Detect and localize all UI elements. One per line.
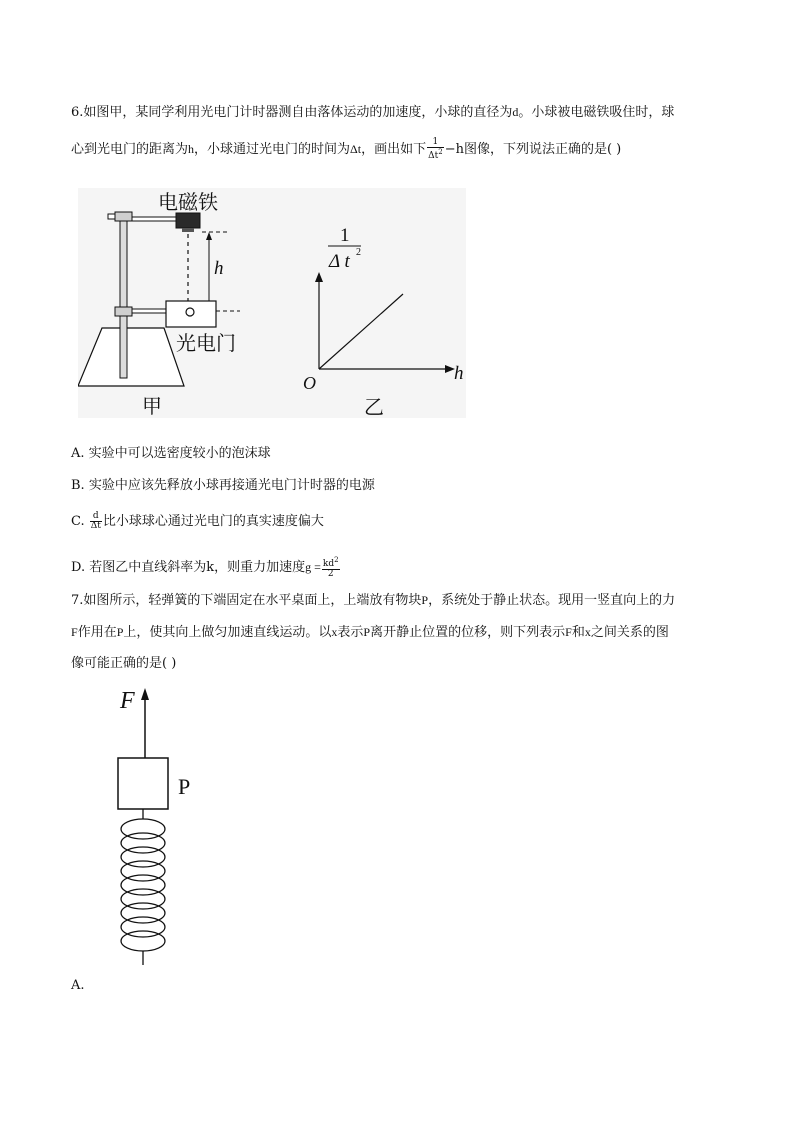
q6-stem-text-c: 心到光电门的距离为 [71, 142, 189, 157]
graph-y-label-denominator: Δ t [329, 251, 350, 272]
q6-option-c [71, 512, 324, 532]
q7-text-he: 和 [571, 625, 585, 640]
q6-stem-text-d: ，小球通过光电门的时间为 [194, 142, 351, 157]
q6-stem-text-f: −h图像，下列说法正确的是( ) [444, 142, 622, 157]
q7-text-motion: 上，使其向上做匀加速直线运动。以 [123, 625, 332, 640]
q6-fraction-denominator: Δt [428, 151, 439, 161]
top-clamp [115, 212, 132, 221]
q6-inline-fraction [427, 138, 444, 161]
q6-stem-text-e: ，画出如下 [361, 142, 427, 157]
q7-x-variable: x [331, 625, 338, 639]
q6-option-c-letter: C. [71, 514, 89, 529]
block-p [118, 758, 168, 809]
label-photogate: 光电门 [176, 333, 236, 355]
q7-p-variable-3: P [363, 625, 371, 639]
graph-x-label: h [454, 363, 464, 384]
q7-f-variable-2: F [565, 625, 572, 639]
q6-option-d-text: D. 若图乙中直线斜率为k，则重力加速度 [71, 560, 306, 575]
q7-f-variable: F [71, 625, 78, 639]
q7-text-biaoshi: 表示 [337, 625, 364, 640]
q6-fraction-numerator: 1 [427, 138, 444, 148]
label-force-f: F [120, 688, 135, 714]
q6-option-a-text: A. 实验中可以选密度较小的泡沫球 [71, 446, 271, 461]
q7-p-variable-2: P [116, 625, 124, 639]
q6-option-d-exponent: 2 [334, 556, 339, 564]
q6-h-variable: h [188, 142, 195, 156]
stand-rod [120, 216, 127, 378]
q6-option-d [71, 556, 341, 579]
electromagnet [176, 213, 200, 228]
label-block-p: P [178, 774, 191, 799]
q6-option-d-g: g = [305, 560, 321, 574]
q6-option-b [71, 476, 375, 496]
ball [186, 308, 194, 316]
spring [121, 809, 165, 965]
q6-option-c-numerator: d [90, 512, 102, 522]
q6-option-c-fraction [90, 512, 102, 531]
graph-y-label-numerator: 1 [340, 225, 350, 246]
q7-stem-text-b: ，系统处于静止状态。现用一竖直向上的力 [428, 593, 676, 608]
q6-stem-line1 [71, 102, 674, 123]
q6-option-d-numerator: kd [322, 559, 335, 569]
q7-text-relation: 之间关系的图 [590, 625, 669, 640]
top-arm [132, 217, 178, 221]
q7-stem-line2 [71, 622, 669, 643]
electromagnet-tip [182, 228, 194, 232]
q6-option-c-denominator: Δt [90, 521, 101, 531]
q6-stem-line2 [71, 138, 621, 161]
q7-stem-text: 7.如图所示，轻弹簧的下端固定在水平桌面上，上端放有物块 [71, 593, 422, 608]
q7-text-displacement: 离开静止位置的位移，则下列表示 [370, 625, 566, 640]
q7-p-variable: P [421, 593, 429, 607]
q6-option-b-text: B. 实验中应该先释放小球再接通光电门计时器的电源 [71, 478, 375, 493]
q6-option-d-denominator: 2 [327, 569, 334, 579]
force-arrow-head [141, 688, 149, 700]
q6-option-c-text: 比小球球心通过光电门的真实速度偏大 [102, 514, 324, 529]
q7-stem-line1 [71, 590, 675, 611]
q6-stem-text-b: 。小球被电磁铁吸住时，球 [518, 105, 675, 120]
q6-fraction-exponent: 2 [438, 148, 443, 156]
label-h: h [214, 258, 224, 279]
q6-option-d-fraction [322, 556, 340, 579]
label-electromagnet: 电磁铁 [158, 192, 218, 214]
caption-yi: 乙 [364, 397, 384, 418]
q7-option-a [71, 976, 85, 996]
q6-figure [78, 188, 466, 418]
q7-stem-line3 [71, 654, 176, 674]
graph-y-label-exponent: 2 [356, 247, 361, 258]
graph-origin-label: O [303, 373, 316, 393]
lower-clamp [115, 307, 132, 316]
q7-figure [108, 680, 208, 970]
q7-text-zuoyong: 作用在 [77, 625, 117, 640]
q7-x-variable-2: x [584, 625, 591, 639]
q6-d-variable: d [512, 105, 519, 119]
q6-dt-variable: Δt [350, 142, 362, 156]
top-clamp-screw [108, 214, 115, 219]
lower-arm [132, 309, 168, 313]
caption-jia: 甲 [142, 396, 162, 418]
q7-stem-text-end: 像可能正确的是( ) [71, 656, 177, 671]
q7-option-a-text: A. [71, 978, 85, 993]
q6-option-a [71, 444, 271, 464]
q6-stem-text: 6.如图甲，某同学利用光电门计时器测自由落体运动的加速度，小球的直径为 [71, 105, 513, 120]
